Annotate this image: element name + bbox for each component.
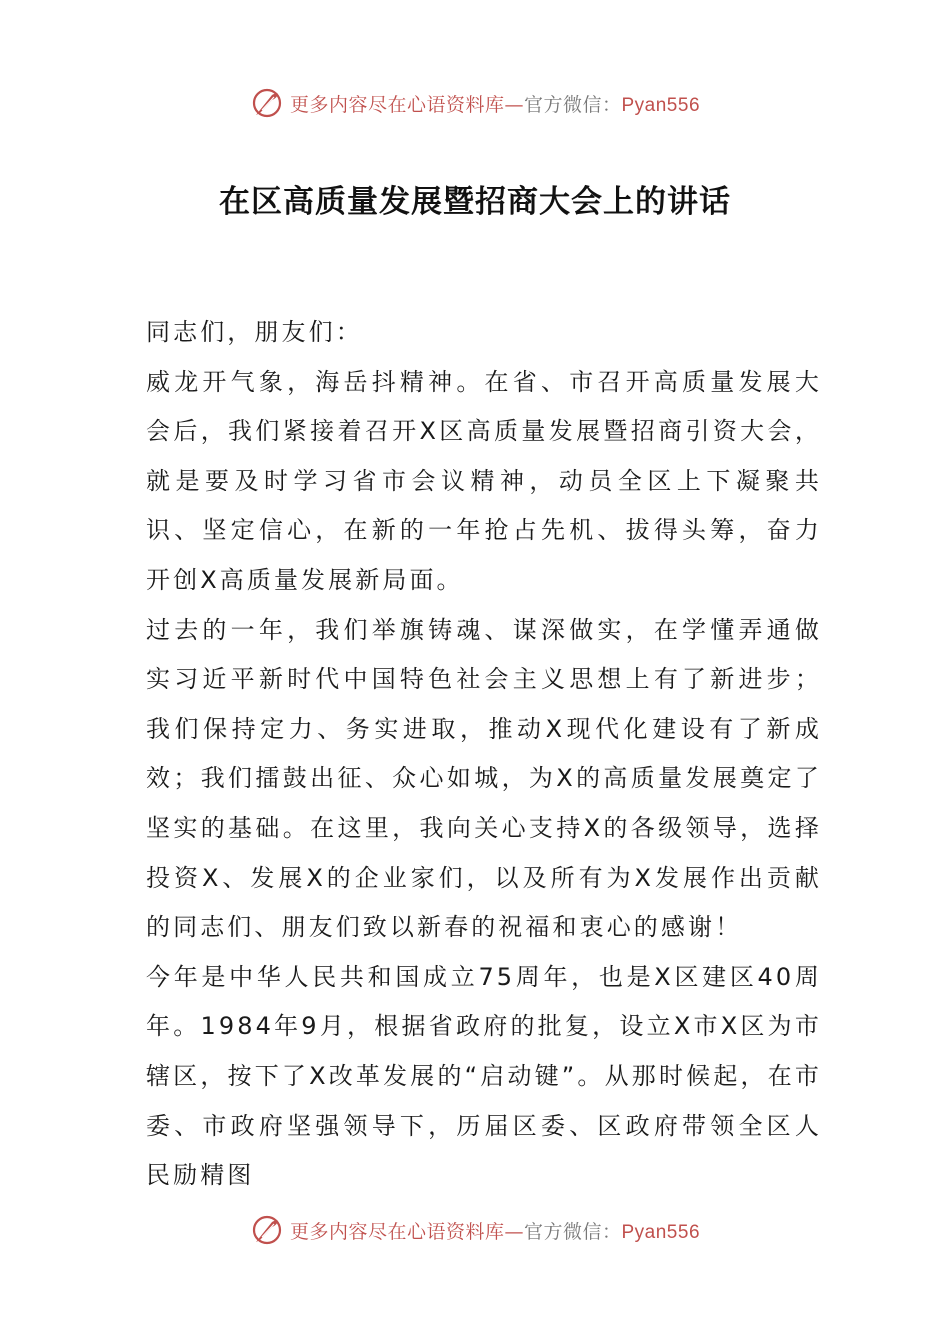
- watermark-label: 官方微信：: [523, 93, 622, 116]
- watermark-text: [290, 1217, 700, 1244]
- paragraph: 威龙开气象，海岳抖精神。在省、市召开高质量发展大会后，我们紧接着召开X区高质量发展暨招商引资大会，就是要及时学习省市会议精神，动员全区上下凝聚共识、坚定信心，在新的一年抢占先机、拔得头筹，奋力开创X高质量发展新局面。: [146, 367, 822, 594]
- document-body: [146, 308, 822, 1201]
- watermark-id: Pyan556: [621, 94, 701, 116]
- watermark-id: Pyan556: [621, 1221, 701, 1243]
- header-watermark: [0, 86, 950, 120]
- watermark-separator: —: [504, 93, 524, 116]
- watermark-separator: —: [504, 1220, 524, 1243]
- pen-feather-icon: [250, 86, 284, 120]
- paragraph: 今年是中华人民共和国成立75周年，也是X区建区40周年。1984年9月，根据省政府的批复，设立X市X区为市辖区，按下了X改革发展的“启动键”。从那时候起，在市委、市政府坚强领导下，历届区委、区政府带领全区人民励精图: [146, 962, 822, 1190]
- pen-feather-icon: [250, 1213, 284, 1247]
- paragraph: 过去的一年，我们举旗铸魂、谋深做实，在学懂弄通做实习近平新时代中国特色社会主义思想上有了新进步；我们保持定力、务实进取，推动X现代化建设有了新成效；我们擂鼓出征、众心如城，为X的高质量发展奠定了坚实的基础。在这里，我向关心支持X的各级领导，选择投资X、发展X的企业家们，以及所有为X发展作出贡献的同志们、朋友们致以新春的祝福和衷心的感谢！: [146, 615, 822, 942]
- watermark-main: 更多内容尽在心语资料库: [289, 93, 505, 116]
- watermark-text: [290, 90, 700, 117]
- watermark-main: 更多内容尽在心语资料库: [289, 1220, 505, 1243]
- watermark-label: 官方微信：: [523, 1220, 622, 1243]
- document-title: 在区高质量发展暨招商大会上的讲话: [219, 184, 731, 220]
- paragraph-greeting: 同志们，朋友们：: [146, 318, 363, 346]
- footer-watermark: [0, 1213, 950, 1247]
